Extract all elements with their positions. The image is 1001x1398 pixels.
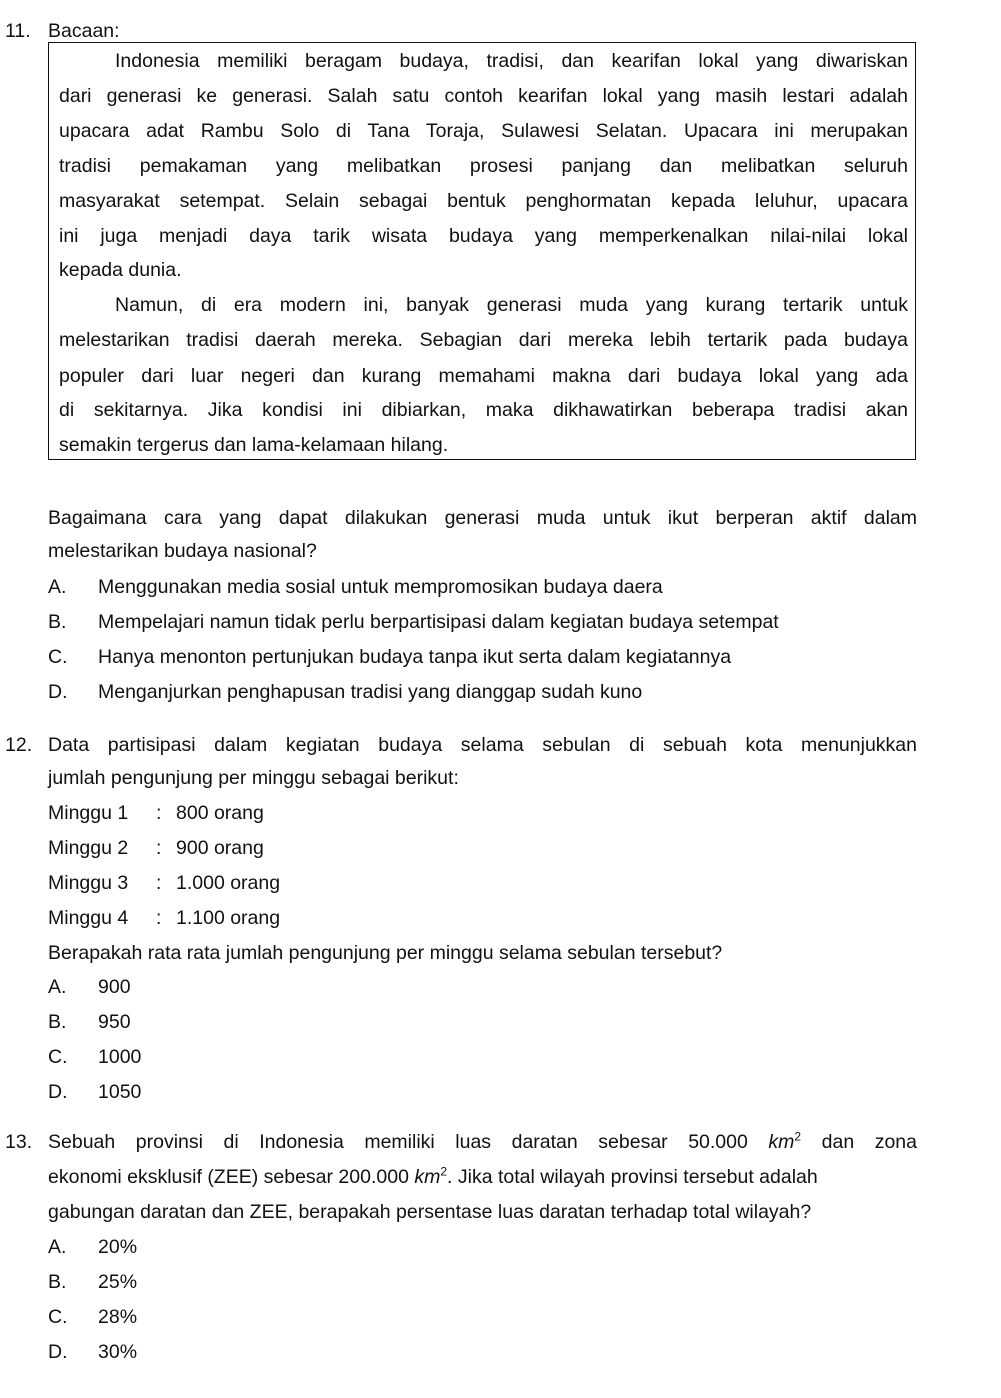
option-text: 1000 bbox=[98, 1046, 142, 1068]
question-text: Bagaimana cara yang dapat dilakukan generasi muda untuk ikut berperan aktif dalam bbox=[48, 507, 917, 529]
question-text: Data partisipasi dalam kegiatan budaya selama sebulan di sebuah kota menunjukkan bbox=[48, 734, 917, 756]
separator: : bbox=[156, 907, 162, 929]
passage-line: semakin tergerus dan lama-kelamaan hilang. bbox=[59, 434, 449, 456]
option-letter: D. bbox=[48, 1341, 68, 1363]
visitor-count: 800 orang bbox=[176, 802, 264, 824]
reading-label: Bacaan: bbox=[48, 20, 120, 42]
passage-line: tradisi pemakaman yang melibatkan prosesi panjang dan melibatkan seluruh bbox=[59, 155, 908, 177]
option-letter: B. bbox=[48, 611, 67, 633]
passage-line: kepada dunia. bbox=[59, 259, 182, 281]
passage-line: melestarikan tradisi daerah mereka. Sebagian dari mereka lebih tertarik pada budaya bbox=[59, 329, 908, 351]
data-row bbox=[48, 833, 264, 863]
option-letter: D. bbox=[48, 681, 68, 703]
answer-option[interactable] bbox=[48, 642, 731, 672]
answer-option[interactable] bbox=[48, 677, 642, 707]
passage-line: upacara adat Rambu Solo di Tana Toraja, Sulawesi Selatan. Upacara ini merupakan bbox=[59, 120, 908, 142]
passage-line: populer dari luar negeri dan kurang memahami makna dari budaya lokal yang ada bbox=[59, 365, 908, 387]
option-letter: A. bbox=[48, 576, 67, 598]
week-label: Minggu 2 bbox=[48, 837, 129, 859]
data-row bbox=[48, 868, 280, 898]
option-letter: C. bbox=[48, 1046, 68, 1068]
question-number: 12. bbox=[5, 734, 33, 756]
week-label: Minggu 1 bbox=[48, 802, 129, 824]
separator: : bbox=[156, 802, 162, 824]
option-text: 28% bbox=[98, 1306, 138, 1328]
week-label: Minggu 4 bbox=[48, 907, 129, 929]
option-text: 25% bbox=[98, 1271, 138, 1293]
passage-line: Indonesia memiliki beragam budaya, tradisi, dan kearifan lokal yang diwariskan bbox=[115, 50, 908, 72]
passage-line: masyarakat setempat. Selain sebagai bentuk penghormatan kepada leluhur, upacara bbox=[59, 190, 908, 212]
option-text: Menggunakan media sosial untuk mempromosikan budaya daera bbox=[98, 576, 663, 598]
option-text: 30% bbox=[98, 1341, 138, 1363]
question-number: 13. bbox=[5, 1131, 33, 1153]
answer-option[interactable] bbox=[48, 1077, 141, 1107]
option-letter: C. bbox=[48, 646, 68, 668]
option-text: 900 bbox=[98, 976, 131, 998]
visitor-count: 1.000 orang bbox=[176, 872, 281, 894]
answer-option[interactable] bbox=[48, 607, 779, 637]
separator: : bbox=[156, 872, 162, 894]
option-letter: D. bbox=[48, 1081, 68, 1103]
answer-option[interactable] bbox=[48, 1267, 137, 1297]
question-number: 11. bbox=[5, 20, 31, 42]
option-letter: B. bbox=[48, 1271, 67, 1293]
question-text: Sebuah provinsi di Indonesia memiliki luas daratan sebesar 50.000 $km^2$ dan zona bbox=[48, 1129, 917, 1153]
answer-option[interactable] bbox=[48, 972, 131, 1002]
option-text: 20% bbox=[98, 1236, 138, 1258]
answer-option[interactable] bbox=[48, 1232, 137, 1262]
passage-line: dari generasi ke generasi. Salah satu contoh kearifan lokal yang masih lestari adalah bbox=[59, 85, 908, 107]
passage-line: di sekitarnya. Jika kondisi ini dibiarkan, maka dikhawatirkan beberapa tradisi akan bbox=[59, 399, 908, 421]
option-letter: A. bbox=[48, 976, 67, 998]
option-text: 1050 bbox=[98, 1081, 142, 1103]
data-row bbox=[48, 798, 264, 828]
visitor-count: 1.100 orang bbox=[176, 907, 281, 929]
passage-line: ini juga menjadi daya tarik wisata budaya yang memperkenalkan nilai-nilai lokal bbox=[59, 225, 908, 247]
option-text: Mempelajari namun tidak perlu berpartisipasi dalam kegiatan budaya setempat bbox=[98, 611, 779, 633]
week-label: Minggu 3 bbox=[48, 872, 129, 894]
option-letter: A. bbox=[48, 1236, 67, 1258]
option-text: Hanya menonton pertunjukan budaya tanpa ikut serta dalam kegiatannya bbox=[98, 646, 732, 668]
option-text: Menganjurkan penghapusan tradisi yang dianggap sudah kuno bbox=[98, 681, 643, 703]
question-text: gabungan daratan dan ZEE, berapakah persentase luas daratan terhadap total wilayah? bbox=[48, 1201, 812, 1223]
visitor-count: 900 orang bbox=[176, 837, 264, 859]
question-text: melestarikan budaya nasional? bbox=[48, 540, 317, 562]
option-text: 950 bbox=[98, 1011, 131, 1033]
answer-option[interactable] bbox=[48, 1337, 137, 1367]
question-text: jumlah pengunjung per minggu sebagai berikut: bbox=[48, 767, 459, 789]
option-letter: C. bbox=[48, 1306, 68, 1328]
answer-option[interactable] bbox=[48, 1302, 137, 1332]
answer-option[interactable] bbox=[48, 1042, 141, 1072]
passage-line: Namun, di era modern ini, banyak generasi muda yang kurang tertarik untuk bbox=[115, 294, 908, 316]
separator: : bbox=[156, 837, 162, 859]
data-row bbox=[48, 903, 280, 933]
answer-option[interactable] bbox=[48, 1007, 131, 1037]
question-text: ekonomi eksklusif (ZEE) sebesar 200.000 $km^2$. Jika total wilayah provinsi tersebut adalah bbox=[48, 1164, 818, 1188]
answer-option[interactable] bbox=[48, 572, 663, 602]
question-text: Berapakah rata rata jumlah pengunjung per minggu selama sebulan tersebut? bbox=[48, 942, 723, 964]
option-letter: B. bbox=[48, 1011, 67, 1033]
